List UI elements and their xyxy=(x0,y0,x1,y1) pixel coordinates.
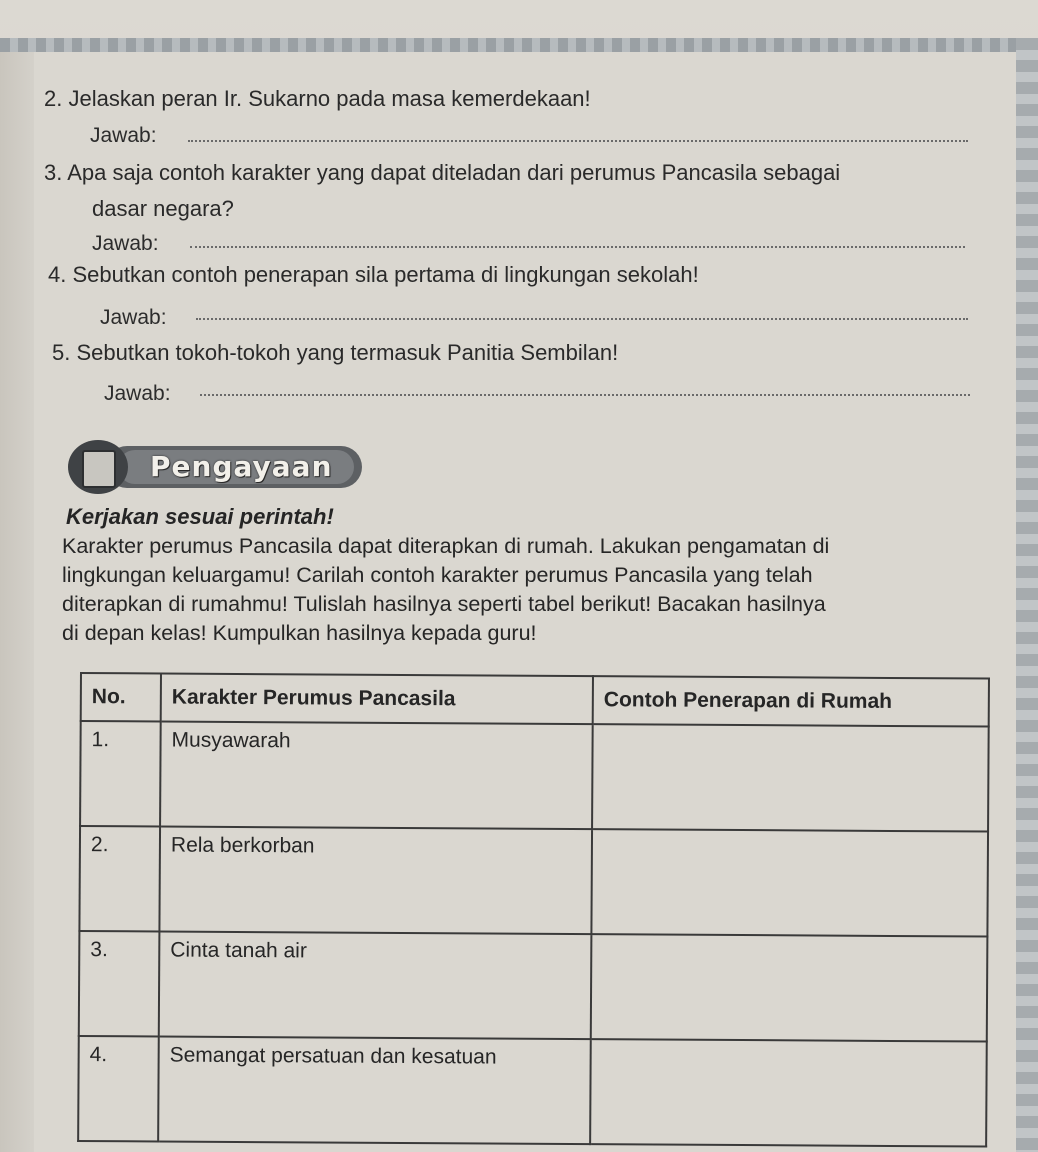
cell-contoh[interactable] xyxy=(591,934,988,1041)
question-3: 3. Apa saja contoh karakter yang dapat diteladan dari perumus Pancasila sebagai xyxy=(44,160,841,185)
header-no: No. xyxy=(81,673,161,721)
page-shadow-left xyxy=(0,52,34,1152)
binder-frame-top xyxy=(0,38,1038,52)
question-5: 5. Sebutkan tokoh-tokoh yang termasuk Panitia Sembilan! xyxy=(52,340,619,365)
answer-label-5: Jawab: xyxy=(104,382,171,405)
paragraph-line: diterapkan di rumahmu! Tulislah hasilnya seperti tabel berikut! Bacakan hasilnya xyxy=(62,592,826,616)
cell-karakter: Rela berkorban xyxy=(159,826,592,934)
cell-no: 2. xyxy=(79,826,160,931)
cell-karakter: Cinta tanah air xyxy=(159,931,592,1039)
paragraph-line: lingkungan keluargamu! Carilah contoh karakter perumus Pancasila yang telah xyxy=(62,563,813,587)
cell-contoh[interactable] xyxy=(591,829,988,936)
paragraph-line: Karakter perumus Pancasila dapat diterapkan di rumah. Lakukan pengamatan di xyxy=(62,534,830,558)
paragraph-line: di depan kelas! Kumpulkan hasilnya kepada guru! xyxy=(62,621,537,645)
notebook-page-icon xyxy=(82,450,116,488)
header-karakter: Karakter Perumus Pancasila xyxy=(161,673,593,724)
instruction-paragraph xyxy=(62,532,1002,648)
answer-line-3[interactable] xyxy=(190,246,965,248)
cell-karakter: Semangat persatuan dan kesatuan xyxy=(158,1036,591,1144)
instruction-title: Kerjakan sesuai perintah! xyxy=(66,504,334,529)
answer-line-4[interactable] xyxy=(196,318,968,320)
cell-karakter: Musyawarah xyxy=(160,721,593,829)
table-row xyxy=(78,1036,987,1147)
answer-label-2: Jawab: xyxy=(90,124,157,147)
answer-line-5[interactable] xyxy=(200,394,970,396)
table-row xyxy=(80,721,989,832)
question-2: 2. Jelaskan peran Ir. Sukarno pada masa kemerdekaan! xyxy=(44,86,591,111)
pengayaan-badge xyxy=(66,440,362,494)
cell-no: 1. xyxy=(80,721,161,826)
cell-no: 4. xyxy=(78,1036,159,1141)
header-contoh: Contoh Penerapan di Rumah xyxy=(593,676,989,726)
answer-label-4: Jawab: xyxy=(100,306,167,329)
table-row xyxy=(79,826,988,937)
question-4: 4. Sebutkan contoh penerapan sila pertama di lingkungan sekolah! xyxy=(48,262,699,287)
table-row xyxy=(79,931,988,1042)
answer-label-3: Jawab: xyxy=(92,232,159,255)
answer-line-2[interactable] xyxy=(188,140,968,142)
cell-contoh[interactable] xyxy=(592,724,989,831)
cell-no: 3. xyxy=(79,931,160,1036)
binder-frame-right xyxy=(1016,38,1038,1152)
question-3-cont: dasar negara? xyxy=(92,196,234,221)
badge-label: Pengayaan xyxy=(150,450,333,483)
observation-table xyxy=(77,672,990,1148)
cell-contoh[interactable] xyxy=(590,1039,987,1146)
table-header-row xyxy=(81,673,989,727)
